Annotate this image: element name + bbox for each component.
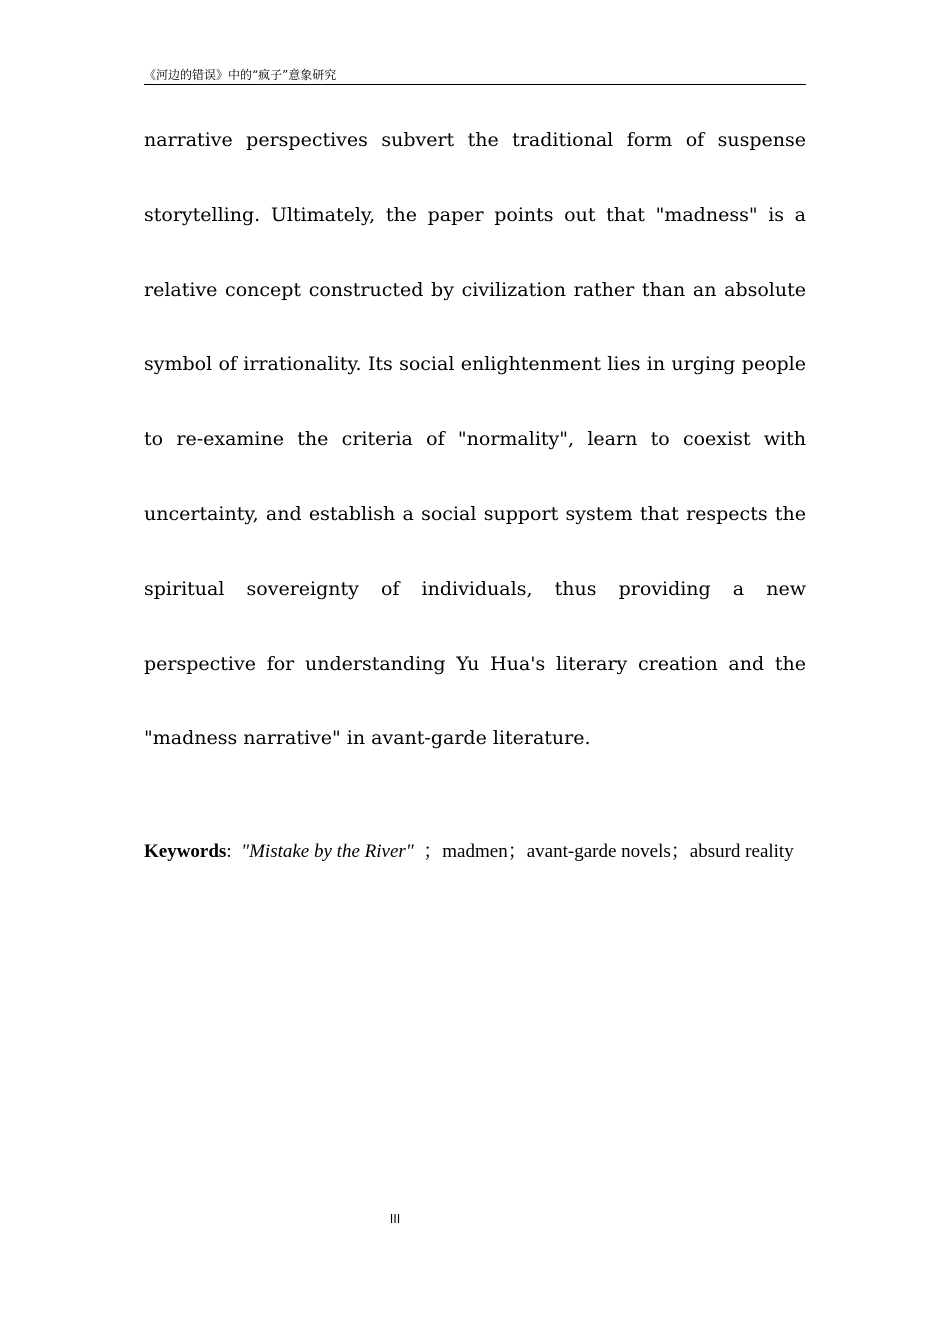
- abstract-paragraph: narrative perspectives subvert the traditional form of suspense storytelling. Ultimately, the paper points out that "madness" is a relative concept constructed by civilization rather than an absolute symbol of irrationality. Its social enlightenment lies in urging people to re-examine the criteria of "normality", learn to coexist with uncertainty, and establish a social support system that respects the spiritual sovereignty of individuals, thus providing a new perspective for understanding Yu Hua's literary creation and the "madness narrative" in avant-garde literature.: [144, 129, 806, 750]
- keywords-label: Keywords: [144, 841, 227, 862]
- keyword-absurd-reality: absurd reality: [689, 841, 794, 862]
- page-number: III: [389, 1212, 401, 1226]
- header-title: 《河边的错误》中的“疯子”意象研究: [144, 68, 337, 82]
- keyword-separator: ；: [670, 841, 690, 862]
- keywords-line: [144, 838, 844, 866]
- keyword-separator: ；: [507, 841, 527, 862]
- keywords-colon: :: [226, 841, 232, 862]
- keyword-title: "Mistake by the River": [241, 841, 414, 862]
- keyword-separator: ；: [423, 841, 443, 862]
- running-header: [144, 66, 806, 85]
- keyword-madmen: madmen: [442, 841, 508, 862]
- keyword-avant-garde-novels: avant-garde novels: [526, 841, 671, 862]
